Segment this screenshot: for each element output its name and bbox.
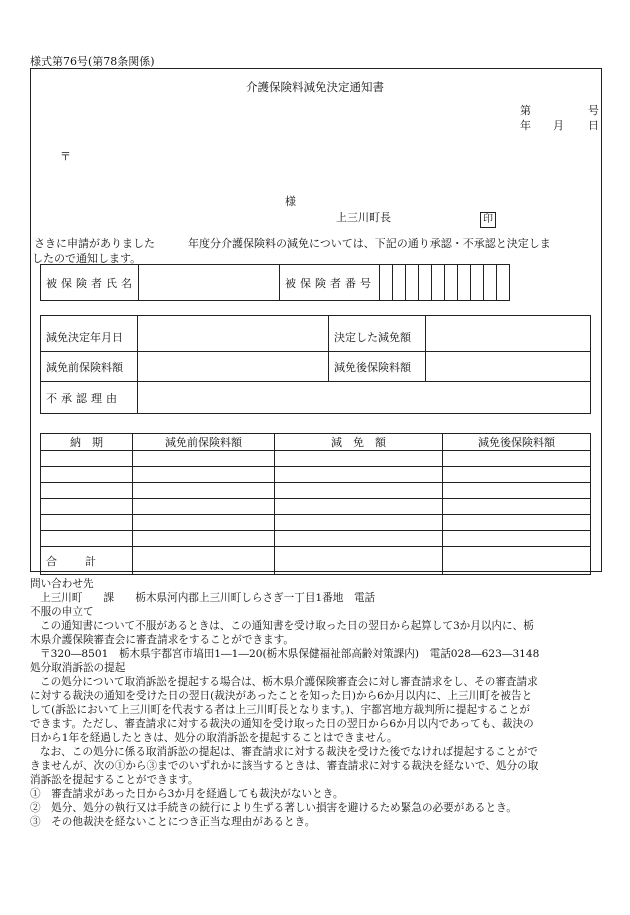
reduction-cell[interactable] bbox=[275, 483, 443, 499]
insured-name-field[interactable] bbox=[139, 265, 280, 301]
due-date-cell[interactable] bbox=[41, 483, 133, 499]
before-amount-label: 減免前保険料額 bbox=[41, 352, 138, 382]
honorific: 様 bbox=[285, 195, 296, 208]
after-cell[interactable] bbox=[443, 515, 591, 531]
before-cell[interactable] bbox=[133, 467, 275, 483]
intro-line-1: さきに申請がありました 年度分介護保険料の減免については、下記の通り承認・不承認と決定しま bbox=[34, 237, 551, 250]
date-year: 年 bbox=[520, 119, 531, 132]
rejection-reason-label: 不承認理由 bbox=[41, 382, 138, 414]
after-amount-label: 減免後保険料額 bbox=[329, 352, 426, 382]
due-date-cell[interactable] bbox=[41, 515, 133, 531]
total-label: 合 計 bbox=[41, 547, 133, 575]
insured-number-label: 被保険者番号 bbox=[280, 265, 380, 301]
number-prefix: 第 bbox=[520, 104, 531, 117]
decision-date-label: 減免決定年月日 bbox=[41, 316, 138, 352]
appeal-line-2: 木県介護保険審査会に審査請求をすることができます。 bbox=[30, 634, 294, 646]
decided-amount-label: 決定した減免額 bbox=[329, 316, 426, 352]
contact-title: 問い合わせ先 bbox=[30, 578, 94, 590]
insured-number-digit[interactable] bbox=[419, 265, 432, 301]
col-after-amount: 減免後保険料額 bbox=[443, 434, 591, 451]
table-row bbox=[41, 451, 591, 467]
total-before-cell[interactable] bbox=[133, 547, 275, 575]
payment-table bbox=[40, 433, 591, 575]
insured-number-digit[interactable] bbox=[458, 265, 471, 301]
reduction-cell[interactable] bbox=[275, 531, 443, 547]
lawsuit-line: して(訴訟において上三川町を代表する者は上三川町長となります。)、宇都宮地方裁判所に提起することが bbox=[30, 704, 531, 716]
table-row bbox=[41, 499, 591, 515]
contact-line: 上三川町 課 栃木県河内郡上三川町しらさぎ一丁目1番地 電話 bbox=[40, 592, 376, 604]
insured-table bbox=[40, 264, 510, 301]
insured-number-digit[interactable] bbox=[393, 265, 406, 301]
insured-number-digit[interactable] bbox=[432, 265, 445, 301]
after-cell[interactable] bbox=[443, 467, 591, 483]
appeal-title: 不服の申立て bbox=[30, 606, 94, 618]
table-row bbox=[41, 515, 591, 531]
after-cell[interactable] bbox=[443, 483, 591, 499]
decided-amount-field[interactable] bbox=[426, 316, 591, 352]
date-day: 日 bbox=[588, 119, 599, 132]
insured-number-digit[interactable] bbox=[380, 265, 393, 301]
decision-table bbox=[40, 315, 591, 414]
before-cell[interactable] bbox=[133, 499, 275, 515]
table-row bbox=[41, 467, 591, 483]
before-cell[interactable] bbox=[133, 483, 275, 499]
after-cell[interactable] bbox=[443, 499, 591, 515]
reduction-cell[interactable] bbox=[275, 467, 443, 483]
before-cell[interactable] bbox=[133, 531, 275, 547]
due-date-cell[interactable] bbox=[41, 451, 133, 467]
condition-item: ① 審査請求があった日から3か月を経過しても裁決がないとき。 bbox=[30, 788, 344, 800]
insured-number-digit[interactable] bbox=[406, 265, 419, 301]
document-title: 介護保険料減免決定通知書 bbox=[246, 80, 384, 94]
lawsuit-line: に対する裁決の通知を受けた日の翌日(裁決があったことを知った日)から6か月以内に、上三川町を被告と bbox=[30, 690, 533, 702]
table-row bbox=[41, 483, 591, 499]
postal-mark: 〒 bbox=[60, 150, 71, 163]
appeal-address: 〒320―8501 栃木県宇都宮市塙田1―1―20(栃木県保健福祉部高齢対策課内) 電話028―623―3148 bbox=[40, 648, 540, 660]
lawsuit-line: 消訴訟を提起することができます。 bbox=[30, 774, 199, 786]
number-suffix: 号 bbox=[588, 104, 599, 117]
condition-item: ② 処分、処分の執行又は手続きの続行により生ずる著しい損害を避けるため緊急の必要があるとき。 bbox=[30, 802, 517, 814]
lawsuit-line: なお、この処分に係る取消訴訟の提起は、審査請求に対する裁決を受けた後でなければ提起することがで bbox=[40, 746, 538, 758]
col-reduction-amount: 減 免 額 bbox=[275, 434, 443, 451]
col-before-amount: 減免前保険料額 bbox=[133, 434, 275, 451]
reduction-cell[interactable] bbox=[275, 451, 443, 467]
insured-number-digit[interactable] bbox=[445, 265, 458, 301]
lawsuit-line: きませんが、次の①から③までのいずれかに該当するときは、審査請求に対する裁決を経ないで、処分の取 bbox=[30, 760, 539, 772]
after-cell[interactable] bbox=[443, 531, 591, 547]
lawsuit-line: できます。ただし、審査請求に対する裁決の通知を受け取った日の翌日から6か月以内であっても、裁決の bbox=[30, 718, 534, 730]
before-cell[interactable] bbox=[133, 451, 275, 467]
intro-line-2: したので通知します。 bbox=[32, 252, 142, 265]
lawsuit-line: 日から1年を経過したときは、処分の取消訴訟を提起することはできません。 bbox=[30, 732, 398, 744]
before-cell[interactable] bbox=[133, 515, 275, 531]
insured-number-digit[interactable] bbox=[471, 265, 484, 301]
insured-number-digit[interactable] bbox=[484, 265, 497, 301]
seal-box: 印 bbox=[480, 212, 496, 228]
lawsuit-title: 処分取消訴訟の提起 bbox=[30, 662, 126, 674]
insured-number-digit[interactable] bbox=[497, 265, 510, 301]
date-month: 月 bbox=[553, 119, 564, 132]
reduction-cell[interactable] bbox=[275, 515, 443, 531]
total-after-cell[interactable] bbox=[443, 547, 591, 575]
condition-item: ③ その他裁決を経ないことにつき正当な理由があるとき。 bbox=[30, 816, 316, 828]
table-row bbox=[41, 531, 591, 547]
form-number: 様式第76号(第78条関係) bbox=[30, 55, 155, 68]
appeal-line-1: この通知書について不服があるときは、この通知書を受け取った日の翌日から起算して3か月以内に、栃 bbox=[40, 620, 534, 632]
col-due-date: 納 期 bbox=[41, 434, 133, 451]
issuer: 上三川町長 bbox=[336, 211, 391, 224]
due-date-cell[interactable] bbox=[41, 467, 133, 483]
seal-mark bbox=[480, 207, 496, 228]
reduction-cell[interactable] bbox=[275, 499, 443, 515]
after-amount-field[interactable] bbox=[426, 352, 591, 382]
total-reduction-cell[interactable] bbox=[275, 547, 443, 575]
due-date-cell[interactable] bbox=[41, 531, 133, 547]
due-date-cell[interactable] bbox=[41, 499, 133, 515]
before-amount-field[interactable] bbox=[138, 352, 329, 382]
insured-name-label: 被保険者氏名 bbox=[41, 265, 139, 301]
decision-date-field[interactable] bbox=[138, 316, 329, 352]
lawsuit-line: この処分について取消訴訟を提起する場合は、栃木県介護保険審査会に対し審査請求をし、その審査請求 bbox=[40, 676, 538, 688]
after-cell[interactable] bbox=[443, 451, 591, 467]
rejection-reason-field[interactable] bbox=[138, 382, 591, 414]
